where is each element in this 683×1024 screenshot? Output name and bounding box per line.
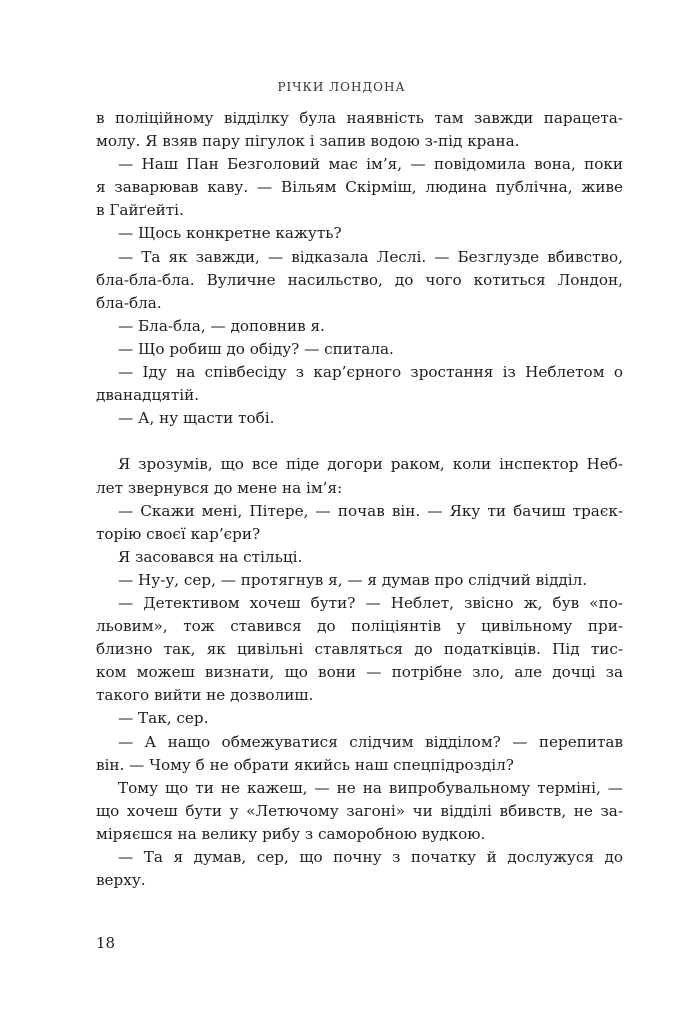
text-line: — Так, сер.: [118, 709, 209, 728]
page-number: 18: [96, 934, 116, 952]
text-line: бла-бла-бла. Вуличне насильство, до чого котиться Лондон,: [96, 270, 623, 289]
text-line: в Гайґейті.: [96, 201, 184, 220]
running-head: РІЧКИ ЛОНДОНА: [277, 80, 406, 94]
text-line: — Скажи мені, Пітере, — почав він. — Яку ти бачиш траєк-: [118, 501, 623, 520]
text-line: торію своєї кар’єри?: [96, 524, 261, 543]
text-line: лет звернувся до мене на ім’я:: [96, 478, 343, 497]
text-line: льовим», тож ставився до поліціянтів у цивільному при-: [96, 617, 623, 636]
text-line: він. — Чому б не обрати якийсь наш спецпідрозділ?: [96, 755, 514, 774]
text-line: я заварював каву. — Вільям Скірміш, людина публічна, живе: [96, 178, 623, 197]
text-line: — А нащо обмежуватися слідчим відділом? — перепитав: [118, 732, 623, 751]
text-line: Я зрозумів, що все піде догори раком, коли інспектор Неб-: [118, 455, 623, 474]
text-line: — Бла-бла, — доповнив я.: [118, 316, 325, 335]
text-line: міряєшся на велику рибу з саморобною вудкою.: [96, 824, 486, 843]
text-line: що хочеш бути у «Летючому загоні» чи відділі вбивств, не за-: [96, 801, 623, 820]
text-line: — Та як завжди, — відказала Леслі. — Безглузде вбивство,: [118, 247, 623, 266]
text-line: — Іду на співбесіду з кар’єрного зростання із Неблетом о: [118, 363, 623, 382]
text-line: — Ну-у, сер, — протягнув я, — я думав про слідчий відділ.: [118, 570, 588, 589]
body-text: [96, 107, 623, 892]
text-line: близно так, як цивільні ставляться до податківців. Під тис-: [96, 640, 623, 659]
text-line: — Детективом хочеш бути? — Неблет, звісно ж, був «по-: [118, 593, 623, 612]
text-line: — Та я думав, сер, що почну з початку й дослужуся до: [118, 848, 623, 866]
section-break: [96, 430, 623, 453]
text-line: Я засовався на стільці.: [118, 547, 303, 566]
text-line: Тому що ти не кажеш, — не на випробувальному терміні, —: [118, 778, 623, 797]
text-line: — Щось конкретне кажуть?: [118, 224, 342, 243]
text-line: такого вийти не дозволиш.: [96, 686, 314, 705]
text-line: в поліційному відділку була наявність там завжди парацета-: [96, 109, 623, 127]
text-line: — Наш Пан Безголовий має ім’я, — повідомила вона, поки: [118, 155, 623, 174]
text-line: ком можеш визнати, що вони — потрібне зло, але дочці за: [96, 663, 623, 682]
text-line: дванадцятій.: [96, 386, 200, 405]
text-line: молу. Я взяв пару пігулок і запив водою з-під крана.: [96, 132, 520, 151]
text-line: бла-бла.: [96, 293, 162, 312]
text-line: — А, ну щасти тобі.: [118, 409, 275, 428]
text-line: — Що робиш до обіду? — спитала.: [118, 339, 394, 358]
text-line: верху.: [96, 871, 146, 890]
